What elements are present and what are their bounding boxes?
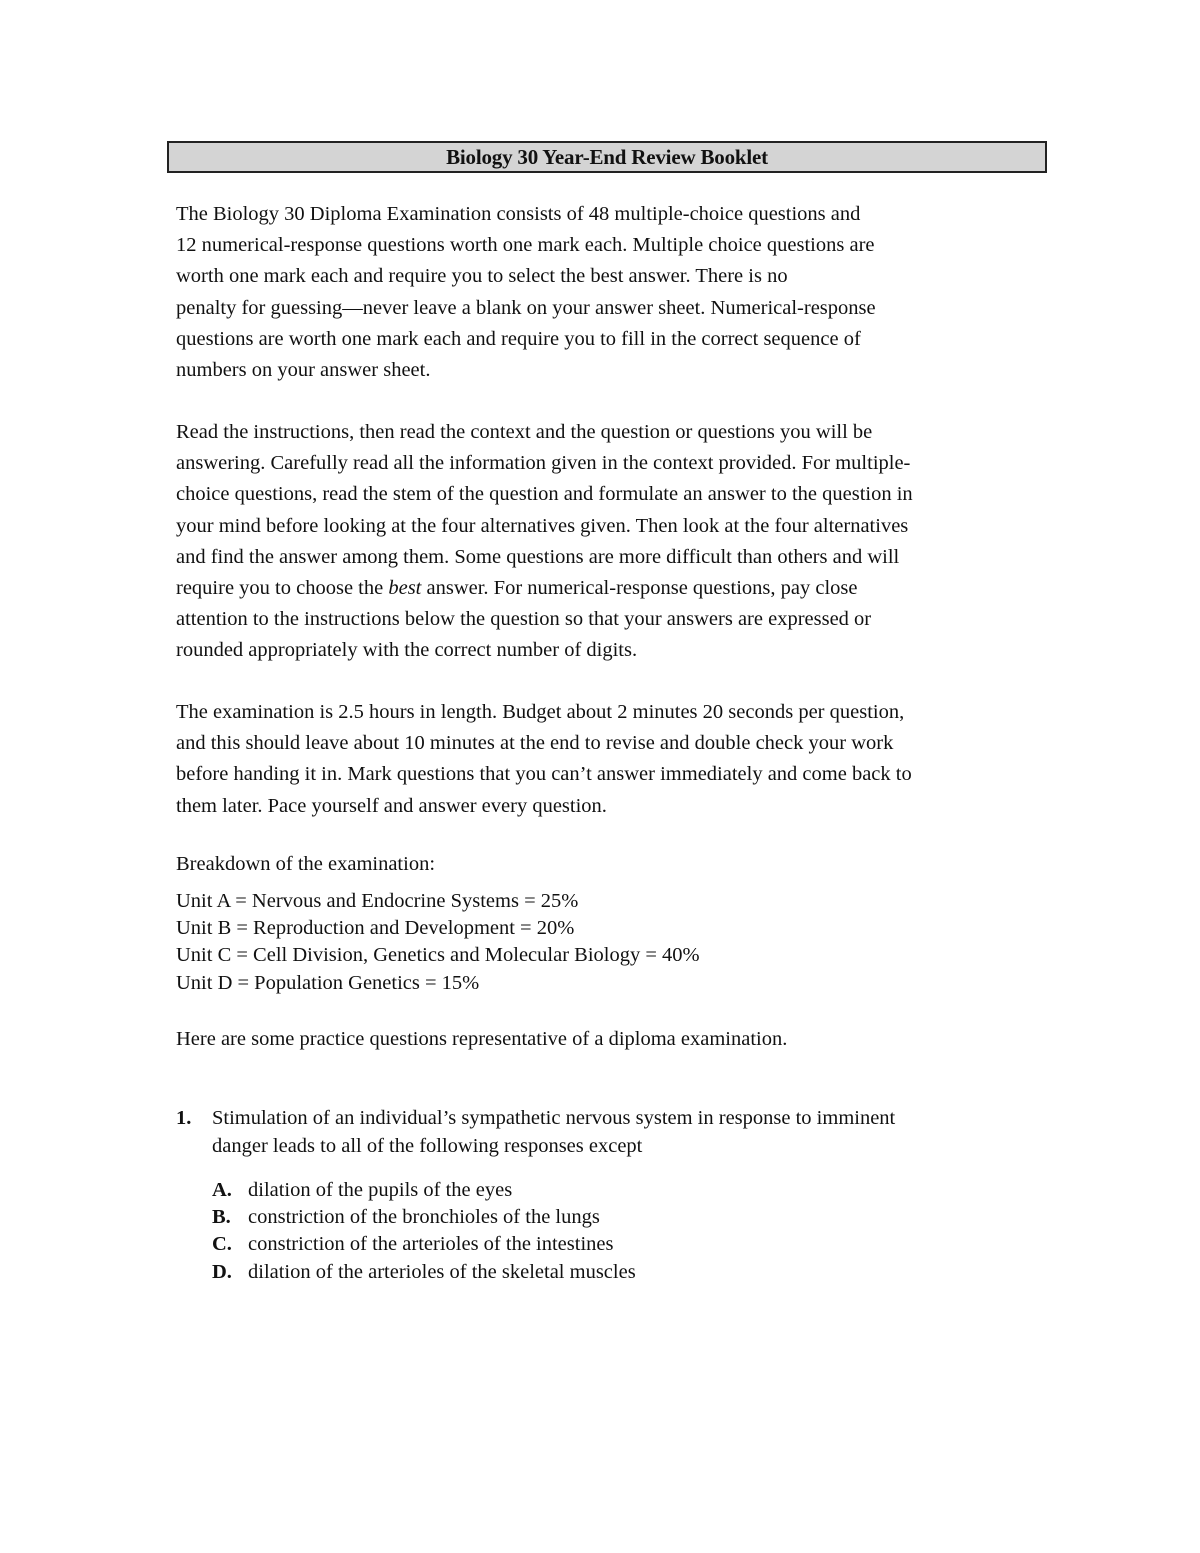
option-text: dilation of the arterioles of the skeletal muscles (248, 1260, 636, 1283)
answer-option-a[interactable] (212, 1177, 636, 1204)
intro-line: worth one mark each and require you to select the best answer. There is no (176, 265, 788, 288)
question-number: 1. (176, 1107, 192, 1129)
instructions-line: choice questions, read the stem of the question and formulate an answer to the question in (176, 483, 913, 506)
instructions-line: rounded appropriately with the correct number of digits. (176, 639, 638, 662)
timing-paragraph (176, 697, 1046, 822)
unit-breakdown-list (176, 888, 700, 997)
instructions-line: and find the answer among them. Some questions are more difficult than others and will (176, 545, 900, 568)
breakdown-heading: Breakdown of the examination: (176, 853, 436, 875)
option-letter: A. (212, 1179, 232, 1201)
intro-line: numbers on your answer sheet. (176, 359, 431, 382)
answer-option-c[interactable] (212, 1231, 636, 1258)
option-text: constriction of the bronchioles of the lungs (248, 1206, 600, 1229)
unit-item: Unit A = Nervous and Endocrine Systems = 25% (176, 890, 579, 912)
unit-item: Unit C = Cell Division, Genetics and Molecular Biology = 40% (176, 944, 700, 967)
emphasis-line-end: answer. For numerical-response questions, pay close (421, 577, 858, 600)
option-letter: C. (212, 1233, 232, 1256)
timing-line: The examination is 2.5 hours in length. Budget about 2 minutes 20 seconds per question, (176, 701, 905, 723)
option-text: dilation of the pupils of the eyes (248, 1179, 513, 1201)
practice-intro: Here are some practice questions representative of a diploma examination. (176, 1028, 788, 1050)
answer-option-b[interactable] (212, 1204, 636, 1231)
question-stem-line: Stimulation of an individual’s sympathetic nervous system in response to imminent (212, 1107, 896, 1129)
instructions-line: Read the instructions, then read the context and the question or questions you will be (176, 421, 873, 443)
emphasis-line-start: require you to choose the (176, 577, 389, 600)
option-letter: D. (212, 1260, 232, 1283)
intro-paragraph (176, 199, 1046, 386)
option-text: constriction of the arterioles of the intestines (248, 1233, 614, 1256)
emphasis-word: best (388, 577, 422, 600)
instructions-line: answering. Carefully read all the information given in the context provided. For multiple- (176, 452, 911, 475)
intro-line: The Biology 30 Diploma Examination consists of 48 multiple-choice questions and (176, 203, 861, 225)
unit-item: Unit D = Population Genetics = 15% (176, 971, 480, 994)
question-stem-line: danger leads to all of the following responses except (212, 1135, 643, 1157)
question-stem (212, 1104, 1042, 1160)
intro-line: 12 numerical-response questions worth one mark each. Multiple choice questions are (176, 234, 875, 257)
timing-line: and this should leave about 10 minutes at the end to revise and double check your work (176, 732, 894, 755)
instructions-emphasis-line (176, 573, 1046, 604)
page-title: Biology 30 Year-End Review Booklet (446, 144, 768, 169)
instructions-line: attention to the instructions below the question so that your answers are expressed or (176, 608, 872, 631)
intro-line: penalty for guessing—never leave a blank on your answer sheet. Numerical-response (176, 296, 876, 319)
intro-line: questions are worth one mark each and require you to fill in the correct sequence of (176, 327, 861, 350)
instructions-paragraph (176, 417, 1046, 667)
timing-line: before handing it in. Mark questions that you can’t answer immediately and come back to (176, 763, 912, 786)
answer-options (212, 1177, 636, 1286)
answer-option-d[interactable] (212, 1259, 636, 1286)
instructions-line: your mind before looking at the four alternatives given. Then look at the four alternatives (176, 514, 909, 537)
title-banner (167, 141, 1047, 173)
timing-line: them later. Pace yourself and answer every question. (176, 794, 607, 817)
option-letter: B. (212, 1206, 231, 1229)
unit-item: Unit B = Reproduction and Development = 20% (176, 917, 575, 940)
